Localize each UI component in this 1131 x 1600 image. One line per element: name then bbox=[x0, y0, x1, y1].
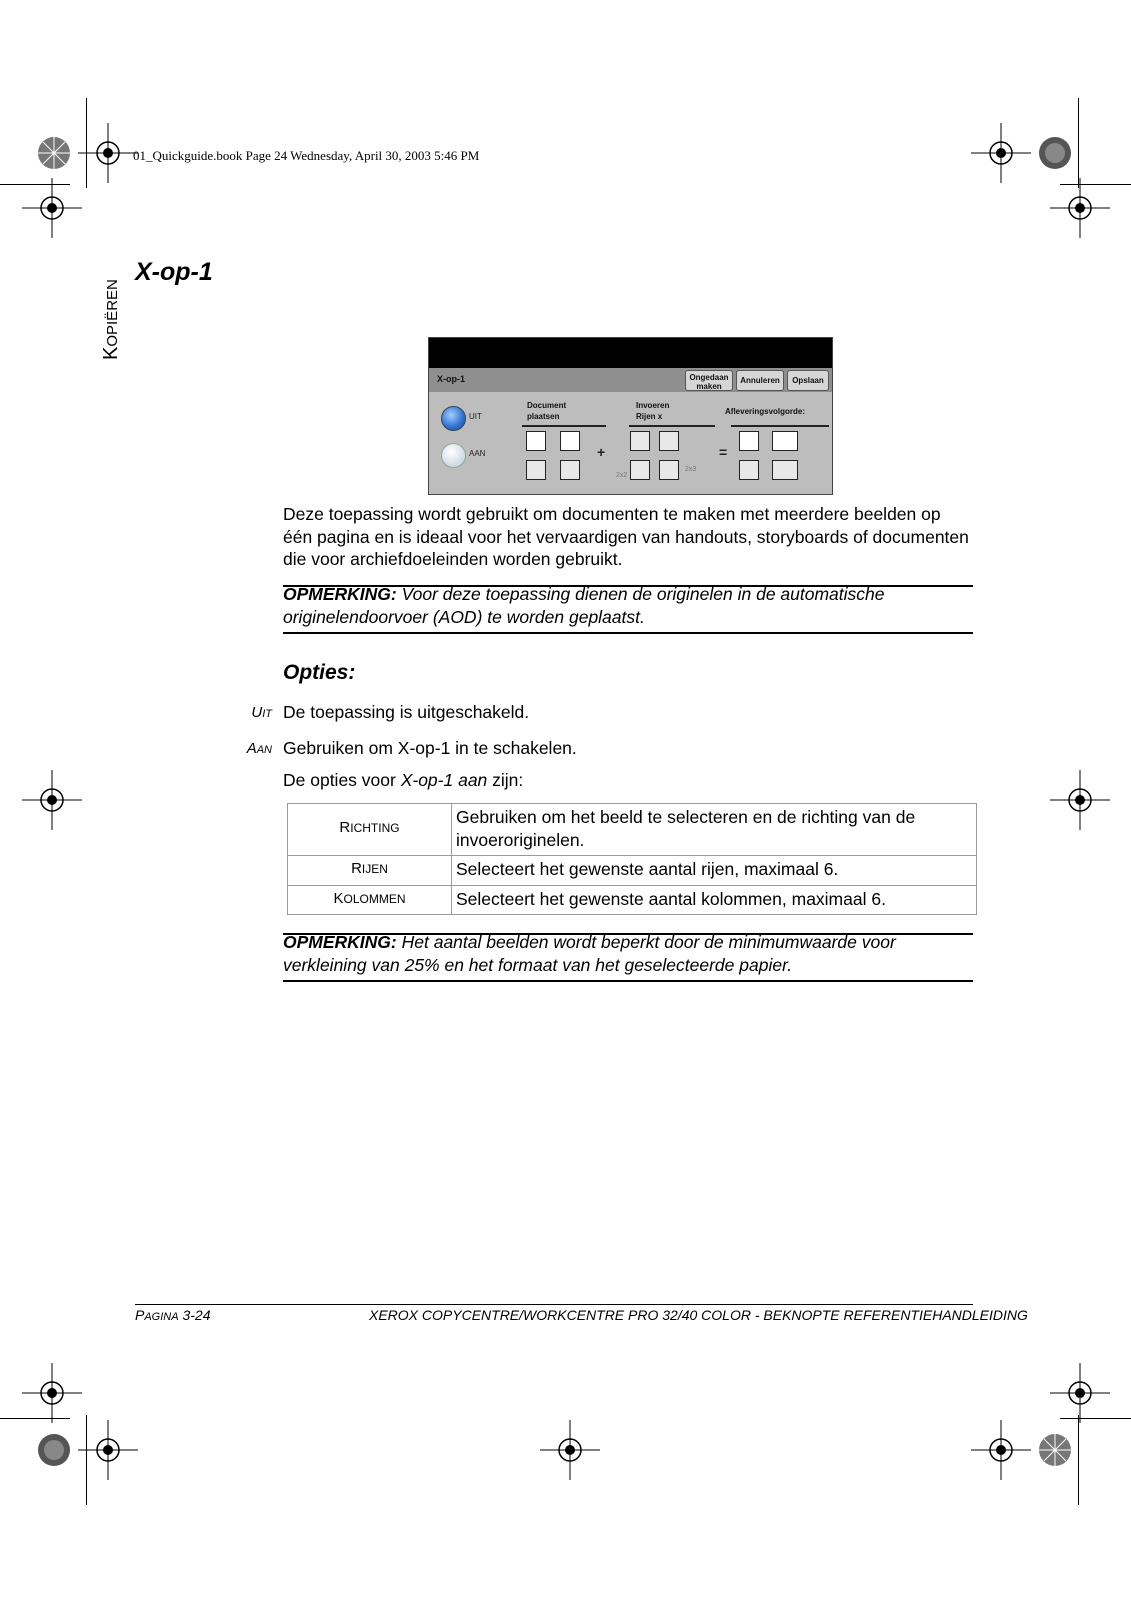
option-uit-key-initial: U bbox=[251, 704, 263, 721]
table-key bbox=[288, 804, 452, 856]
group-invoeren-rule bbox=[629, 425, 715, 427]
ui-screenshot-panel bbox=[428, 337, 833, 495]
table-key-rest: IJEN bbox=[361, 862, 388, 876]
table-key-initial: R bbox=[339, 819, 351, 837]
crop-line bbox=[1078, 98, 1079, 188]
crosshair-mark-icon bbox=[78, 123, 138, 183]
option-aan-text: Gebruiken om X-op-1 in te schakelen. bbox=[283, 738, 577, 758]
options-on-intro bbox=[283, 770, 523, 791]
footer-page-initial: P bbox=[135, 1307, 145, 1323]
group-document-heading-2: plaatsen bbox=[527, 412, 560, 421]
group-invoeren-heading-1: Invoeren bbox=[636, 401, 670, 410]
layout-2x1-alt-icon[interactable] bbox=[630, 460, 650, 480]
registration-mark-icon bbox=[24, 123, 84, 183]
order-grid-large-icon[interactable] bbox=[772, 431, 798, 451]
group-document-rule bbox=[522, 425, 606, 427]
orientation-landscape-icon[interactable] bbox=[560, 431, 580, 451]
note-2 bbox=[283, 931, 973, 976]
undo-button-label-2: maken bbox=[696, 382, 722, 391]
intro-paragraph: Deze toepassing wordt gebruikt om documenten te maken met meerdere beelden op één pagina en is ideaal voor het vervaardigen van handouts, storyboards of documenten die voor archiefdoeleinden worden gebruikt. bbox=[283, 504, 969, 569]
option-aan-key-initial: A bbox=[246, 740, 257, 757]
option-uit-key-rest: IT bbox=[262, 708, 272, 720]
crosshair-mark-icon bbox=[971, 123, 1031, 183]
crosshair-mark-icon bbox=[22, 770, 82, 830]
group-aflevering-rule bbox=[731, 425, 829, 427]
crosshair-mark-icon bbox=[78, 1420, 138, 1480]
option-uit-text: De toepassing is uitgeschakeld. bbox=[283, 702, 530, 722]
crosshair-mark-icon bbox=[540, 1420, 600, 1480]
crop-line bbox=[86, 98, 87, 188]
crop-line bbox=[0, 1418, 70, 1419]
section-tab bbox=[100, 240, 130, 360]
table-value: Selecteert het gewenste aantal kolommen, maximaal 6. bbox=[452, 885, 977, 915]
cancel-button[interactable] bbox=[736, 370, 784, 391]
note-2-label: OPMERKING: bbox=[283, 932, 397, 952]
page-title: X-op-1 bbox=[135, 258, 213, 286]
order-alt-icon[interactable] bbox=[739, 460, 759, 480]
crop-line bbox=[0, 184, 70, 185]
group-document-heading bbox=[527, 400, 566, 422]
registration-mark-icon bbox=[24, 1420, 84, 1480]
section-tab-initial: K bbox=[100, 346, 122, 360]
orientation-rotated-right-icon[interactable] bbox=[560, 460, 580, 480]
options-on-intro-pre: De opties voor bbox=[283, 770, 401, 790]
table-key bbox=[288, 856, 452, 886]
layout-2x3-icon[interactable] bbox=[659, 460, 679, 480]
table-row bbox=[288, 856, 977, 886]
crop-line bbox=[1060, 1418, 1131, 1419]
note-1-label: OPMERKING: bbox=[283, 584, 397, 604]
footer-page-num: 3-24 bbox=[178, 1307, 211, 1323]
note-1 bbox=[283, 583, 973, 628]
options-on-intro-post: zijn: bbox=[487, 770, 524, 790]
note-bottom-rule bbox=[283, 632, 973, 634]
options-heading: Opties: bbox=[283, 661, 356, 684]
option-aan-key bbox=[212, 740, 272, 757]
layout-2x2-label: 2x2 bbox=[616, 472, 628, 479]
footer-page-rest: AGINA bbox=[144, 1311, 179, 1323]
table-key-initial: R bbox=[351, 860, 362, 877]
crosshair-mark-icon bbox=[971, 1420, 1031, 1480]
table-key bbox=[288, 885, 452, 915]
options-on-intro-italic: X-op-1 aan bbox=[400, 770, 488, 790]
footer-page-number bbox=[135, 1307, 211, 1323]
radio-aan-label: AAN bbox=[469, 449, 486, 458]
order-grid-icon[interactable] bbox=[739, 431, 759, 451]
table-value: Gebruiken om het beeld te selecteren en de richting van de invoeroriginelen. bbox=[452, 804, 977, 856]
group-invoeren-heading-2: Rijen x bbox=[636, 412, 663, 421]
table-value: Selecteert het gewenste aantal rijen, maximaal 6. bbox=[452, 856, 977, 886]
option-uit-key bbox=[212, 704, 272, 721]
table-row bbox=[288, 885, 977, 915]
undo-button-label-1: Ongedaan bbox=[689, 373, 729, 382]
orientation-portrait-icon[interactable] bbox=[526, 431, 546, 451]
registration-mark-icon bbox=[1025, 1420, 1085, 1480]
options-table bbox=[287, 803, 977, 915]
undo-button[interactable] bbox=[685, 370, 733, 391]
radio-uit[interactable] bbox=[441, 406, 466, 431]
crosshair-mark-icon bbox=[1050, 770, 1110, 830]
crop-line bbox=[86, 1415, 87, 1505]
layout-2x2-icon[interactable] bbox=[659, 431, 679, 451]
table-row bbox=[288, 804, 977, 856]
note-2-text: Het aantal beelden wordt beperkt door de minimumwaarde voor verkleining van 25% en het formaat van het geselecteerde papier. bbox=[283, 932, 896, 975]
group-aflevering-heading: Afleveringsvolgorde: bbox=[725, 407, 806, 416]
radio-aan[interactable] bbox=[441, 443, 466, 468]
plus-sign: + bbox=[597, 444, 606, 460]
group-invoeren-heading bbox=[636, 400, 669, 422]
equals-sign: = bbox=[719, 444, 728, 460]
radio-uit-label: UIT bbox=[469, 412, 482, 421]
section-tab-rest: OPIËREN bbox=[104, 279, 121, 347]
save-button[interactable] bbox=[787, 370, 829, 391]
orientation-rotated-left-icon[interactable] bbox=[526, 460, 546, 480]
crosshair-mark-icon bbox=[22, 178, 82, 238]
registration-mark-icon bbox=[1025, 123, 1085, 183]
note-bottom-rule bbox=[283, 980, 973, 982]
table-key-initial: K bbox=[333, 889, 344, 907]
print-header: 01_Quickguide.book Page 24 Wednesday, April 30, 2003 5:46 PM bbox=[133, 148, 480, 163]
save-button-label: Opslaan bbox=[792, 376, 824, 385]
panel-header-bar bbox=[429, 338, 832, 368]
layout-2x3-label: 2x3 bbox=[685, 466, 697, 473]
footer-document-title: XEROX COPYCENTRE/WORKCENTRE PRO 32/40 COLOR - BEKNOPTE REFERENTIEHANDLEIDING bbox=[369, 1307, 1028, 1323]
table-key-rest: OLOMMEN bbox=[343, 891, 406, 906]
footer-rule bbox=[135, 1304, 973, 1305]
crosshair-mark-icon bbox=[1050, 1363, 1110, 1423]
crop-line bbox=[1078, 1415, 1079, 1505]
crop-line bbox=[1060, 184, 1131, 185]
note-1-text: Voor deze toepassing dienen de originelen in de automatische originelendoorvoer (AOD) te worden geplaatst. bbox=[283, 584, 885, 627]
cancel-button-label: Annuleren bbox=[740, 376, 780, 385]
layout-2x1-icon[interactable] bbox=[630, 431, 650, 451]
crosshair-mark-icon bbox=[1050, 178, 1110, 238]
panel-title: X-op-1 bbox=[437, 374, 465, 384]
group-document-heading-1: Document bbox=[527, 401, 567, 410]
crosshair-mark-icon bbox=[22, 1363, 82, 1423]
order-alt-large-icon[interactable] bbox=[772, 460, 798, 480]
table-key-rest: ICHTING bbox=[350, 821, 400, 836]
option-aan-key-rest: AN bbox=[256, 744, 272, 756]
